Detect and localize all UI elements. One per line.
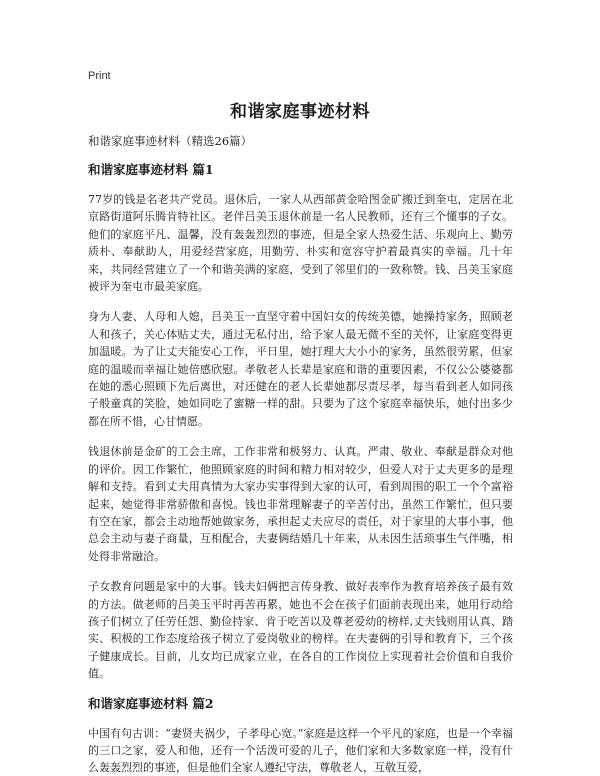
paragraph: 身为人妻、人母和人媳，吕美玉一直坚守着中国妇女的传统美德，她操持家务，照顾老人和孩子，关心体贴丈夫，通过无私付出，给予家人最无微不至的关怀，让家庭变得更加温暖。为了让丈夫能安心工作，平日里，她打理大大小小的家务，虽然很劳累，但家庭的温暖而幸福让她倍感欣慰。孝敬老人长辈是家庭和谐的重要因素，不仅公公婆婆都在她的悉心照顾下先后离世，对还健在的老人长辈她都尽责尽孝，每当看到老人如同孩子般童真的笑脸，她如同吃了蜜糖一样的甜。只要为了这个家庭幸福快乐，她付出多少都在所不惜，心甘情愿。 [88, 310, 513, 428]
section-1 [88, 162, 513, 683]
paragraph: 钱退休前是金矿的工会主席，工作非常和极努力、认真。严肃、敬业、奉献是群众对他的评价。因工作繁忙，他照顾家庭的时间和精力相对较少，但爱人对于丈夫更多的是理解和支持。看到丈夫用真情为大家办实事得到大家的认可，看到周围的职工一个个富裕起来，她觉得非常骄傲和喜悦。钱也非常理解妻子的辛苦付出，虽然工作繁忙，但只要有空在家，都会主动地帮她做家务，承担起丈夫应尽的责任，对于家里的大事小事，他总会主动与妻子商量，互相配合，夫妻俩结婚几十年来，从未因生活琐事生气伴嘴，相处得非常融洽。 [88, 445, 513, 563]
paragraph: 子女教育问题是家中的大事。钱夫妇俩把言传身教、做好表率作为教育培养孩子最有效的方法。做老师的吕美玉平时再苦再累，她也不会在孩子们面前表现出来，她用行动给孩子们树立了任劳任怨、勤俭持家、肯于吃苦以及尊老爱幼的榜样,丈夫钱则用认真、踏实、积极的工作态度给孩子树立了爱岗敬业的榜样。在夫妻俩的引导和教育下，三个孩子健康成长。目前，儿女均已成家立业，在各自的工作岗位上实现着社会价值和自我价值。 [88, 580, 513, 681]
document-subtitle: 和谐家庭事迹材料（精选26篇） [88, 134, 253, 148]
section-heading: 和谐家庭事迹材料 篇2 [88, 695, 214, 711]
print-link[interactable]: Print [88, 70, 111, 82]
document-title: 和谐家庭事迹材料 [230, 102, 370, 122]
section-heading: 和谐家庭事迹材料 篇1 [88, 162, 214, 177]
document-body [88, 133, 513, 776]
section-2 [88, 696, 513, 776]
paragraph: 中国有句古训：“妻贤夫祸少，子孝母心宽。”家庭是这样一个平凡的家庭，也是一个幸福的三口之家，爱人和他，还有一个活泼可爱的儿子，他们家和大多数家庭一样，没有什么轰轰烈烈的事迹，但是他们全家人遵纪守法，尊敬老人，互敬互爱， [88, 726, 513, 775]
paragraph: 77岁的钱是名老共产党员。退休后，一家人从西部黄金哈图金矿搬迁到奎屯，定居在北京路街道阿乐腾肯特社区。老伴吕美玉退休前是一名人民教师，还有三个懂事的子女。他们的家庭平凡、温馨，没有轰轰烈烈的事迹，但是全家人热爱生活、乐观向上、勤劳质朴、奉献助人，用爱经营家庭，用勤劳、朴实和宽容守护着最真实的幸福。几十年来，共同经营建立了一个和谐美满的家庭，受到了邻里们的一致称赞。钱、吕美玉家庭被评为奎屯市最美家庭。 [88, 193, 513, 294]
